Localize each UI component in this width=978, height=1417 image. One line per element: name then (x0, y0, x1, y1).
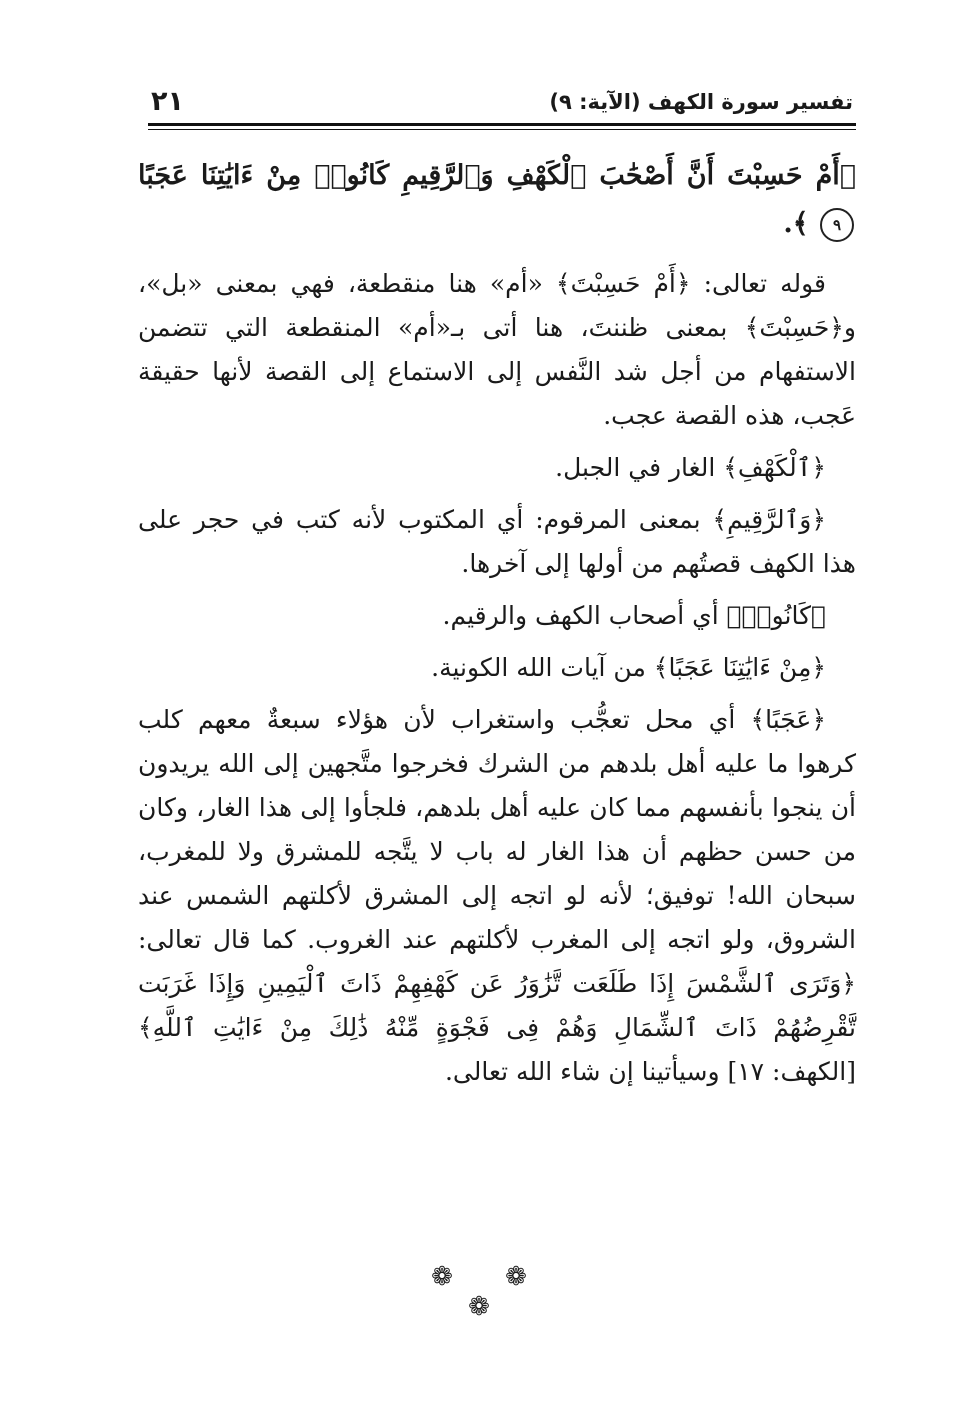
verse-text: ﴿أَمْ حَسِبْتَ أَنَّ أَصْحَٰبَ ٱلْكَهْفِ وَٱلرَّقِيمِ كَانُوا۟ مِنْ ءَايَٰتِنَا عَجَبًا (138, 160, 856, 191)
header-rule (148, 123, 856, 126)
paragraph: ﴿وَٱلرَّقِيمِ﴾ بمعنى المرقوم: أي المكتوب لأنه كتب في حجر على هذا الكهف قصتُهم من أولها إلى آخرها. (138, 505, 856, 578)
page-number: ٢١ (151, 86, 184, 117)
paragraph: ﴿كَانُوا۟﴾ أي أصحاب الكهف والرقيم. (442, 601, 826, 630)
paragraph: ﴿عَجَبًا﴾ أي محل تعجُّب واستغراب لأن هؤلاء سبعةٌ معهم كلب كرهوا ما عليه أهل بلدهم من الشرك فخرجوا متَّجهين إلى الله يريدون أن ينجوا بأنفسهم مما كان عليه أهل بلدهم، فلجأوا إلى هذا الغار، وكان من حسن حظهم أن هذا الغار له باب لا يتَّجه للمشرق ولا للمغرب، سبحان الله! توفيق؛ لأنه لو اتجه إلى المشرق لأكلتهم الشمس عند الشروق، ولو اتجه إلى المغرب لأكلتهم عند الغروب. كما قال تعالى: ﴿وَتَرَى ٱلشَّمْسَ إِذَا طَلَعَت تَّزَٰوَرُ عَن كَهْفِهِمْ ذَاتَ ٱلْيَمِينِ وَإِذَا غَرَبَت تَّقْرِضُهُمْ ذَاتَ ٱلشِّمَالِ وَهُمْ فِى فَجْوَةٍ مِّنْهُ ذَٰلِكَ مِنْ ءَايَٰتِ ٱللَّهِ﴾ [الكهف: ١٧] وسيأتينا إن شاء الله تعالى. (138, 705, 856, 1086)
paragraph: ﴿مِنْ ءَايَٰتِنَا عَجَبًا﴾ من آيات الله الكونية. (431, 653, 826, 682)
page-body (138, 152, 856, 1102)
header-rule-thin (148, 129, 856, 130)
paragraph: ﴿ٱلْكَهْفِ﴾ الغار في الجبل. (555, 453, 826, 482)
running-title: تفسير سورة الكهف (الآية: ٩) (549, 90, 853, 114)
verse-closing: ﴾. (783, 208, 809, 239)
ayah-number-marker: ٩ (820, 208, 854, 242)
paragraph: قوله تعالى: ﴿أَمْ حَسِبْتَ﴾ «أم» هنا منقطعة، فهي بمعنى «بل»، و﴿حَسِبْتَ﴾ بمعنى ظننتَ، هنا أتى بـ«أم» المنقطعة التي تتضمن الاستفهام من أجل شد النَّفس إلى الاستماع إلى القصة لأنها حقيقة عَجب، هذه القصة عجب. (138, 269, 856, 430)
quran-verse (138, 152, 856, 248)
page-header (145, 86, 853, 126)
section-ornament: ❁ ❁ ❁ (431, 1262, 549, 1322)
